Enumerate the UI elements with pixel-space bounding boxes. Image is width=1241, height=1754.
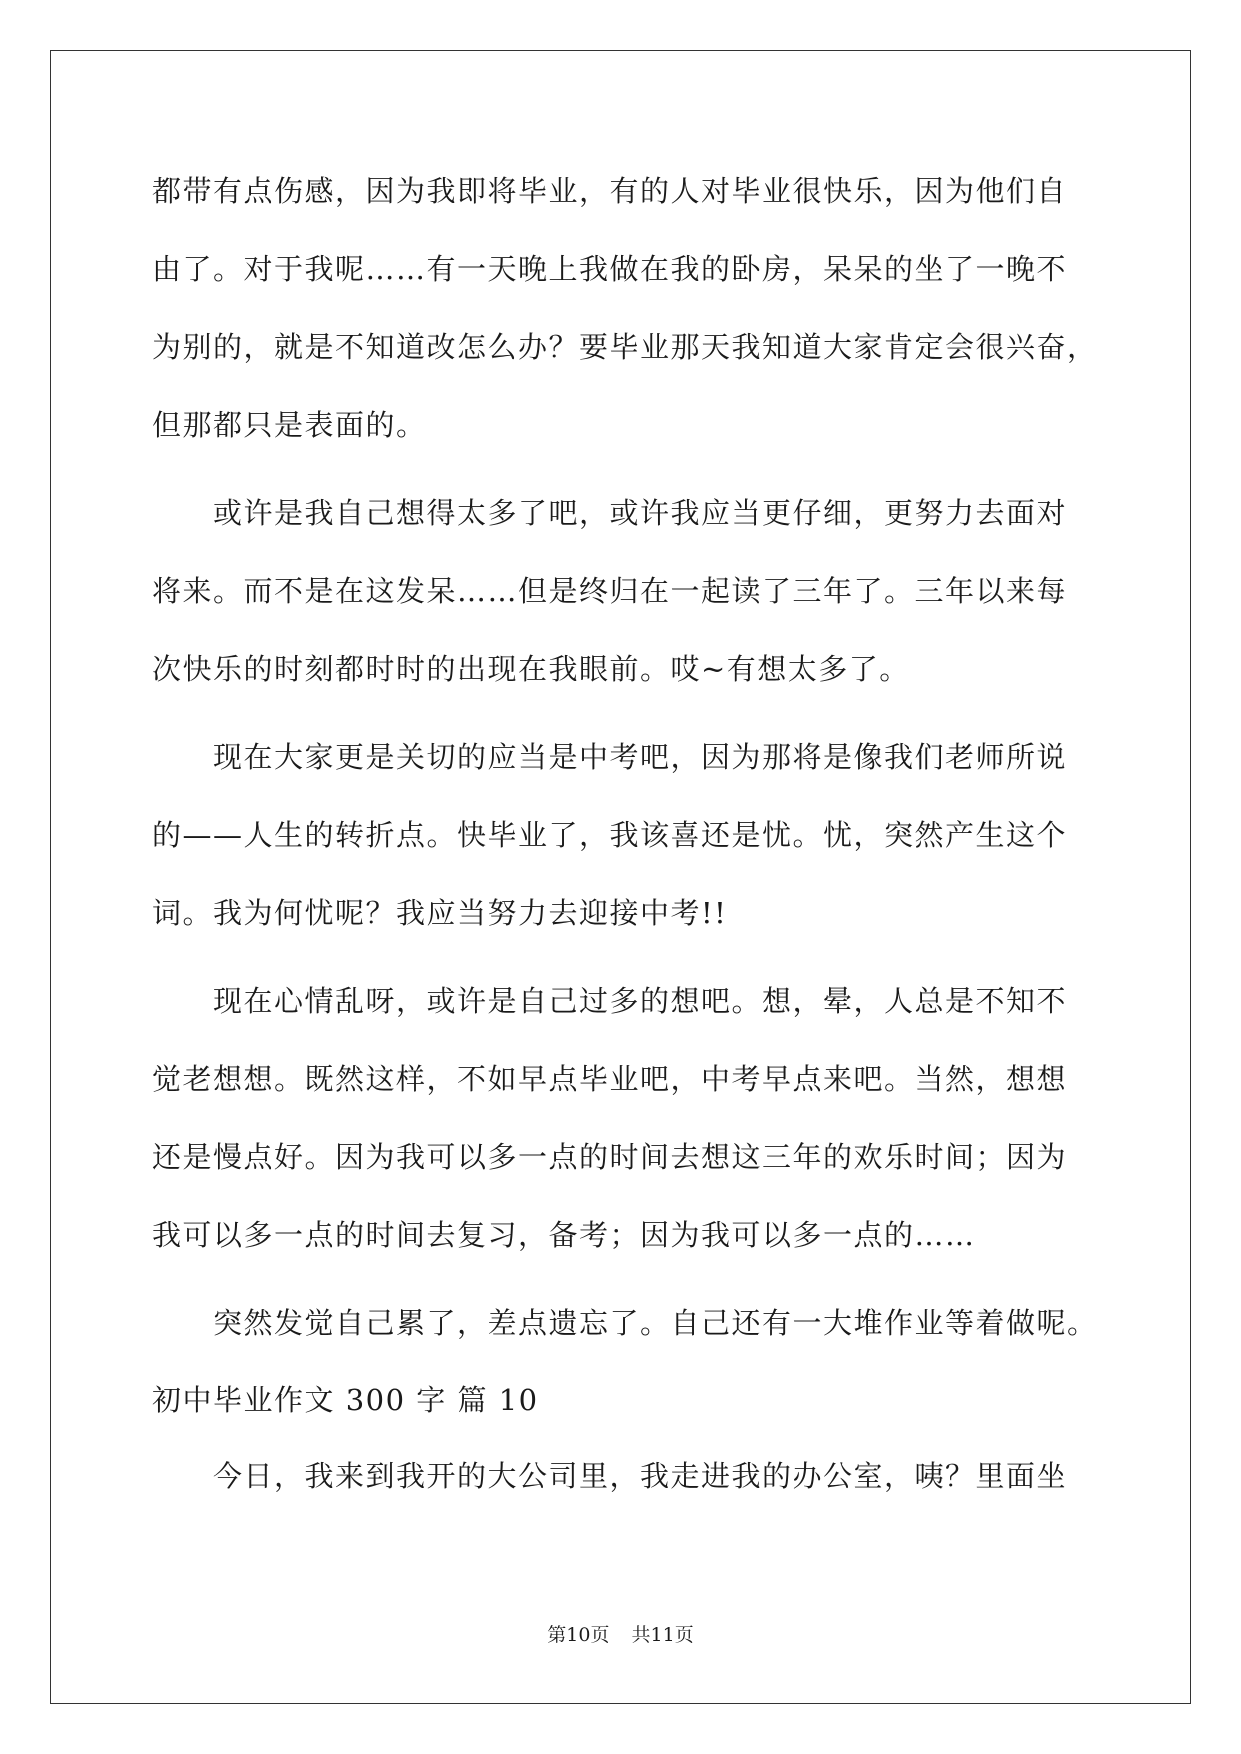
text-line: 次快乐的时刻都时时的出现在我眼前。哎~有想太多了。 (152, 652, 910, 686)
page-number-current: 第10页 (547, 1624, 610, 1646)
section-heading: 初中毕业作文 300 字 篇 10 (152, 1383, 539, 1417)
text-line: 现在心情乱呀，或许是自己过多的想吧。想，晕，人总是不知不 (152, 984, 1068, 1018)
text-line: 觉老想想。既然这样，不如早点毕业吧，中考早点来吧。当然，想想 (152, 1062, 1068, 1096)
page-number-total: 共11页 (631, 1624, 694, 1646)
text-line: 将来。而不是在这发呆……但是终归在一起读了三年了。三年以来每 (152, 574, 1068, 608)
text-line: 或许是我自己想得太多了吧，或许我应当更仔细，更努力去面对 (152, 496, 1068, 530)
text-line: 为别的，就是不知道改怎么办？要毕业那天我知道大家肯定会很兴奋， (152, 330, 1098, 364)
page-footer (0, 1622, 1241, 1648)
text-line: 由了。对于我呢……有一天晚上我做在我的卧房，呆呆的坐了一晚不 (152, 252, 1068, 286)
text-line: 的——人生的转折点。快毕业了，我该喜还是忧。忧，突然产生这个 (152, 818, 1068, 852)
text-line: 还是慢点好。因为我可以多一点的时间去想这三年的欢乐时间；因为 (152, 1140, 1068, 1174)
text-line: 都带有点伤感，因为我即将毕业，有的人对毕业很快乐，因为他们自 (152, 174, 1068, 208)
text-line: 现在大家更是关切的应当是中考吧，因为那将是像我们老师所说 (152, 740, 1068, 774)
text-line: 词。我为何忧呢？我应当努力去迎接中考!! (152, 896, 728, 930)
text-line: 今日，我来到我开的大公司里，我走进我的办公室，咦？里面坐 (152, 1459, 1068, 1493)
text-line: 但那都只是表面的。 (152, 408, 427, 442)
text-line: 突然发觉自己累了，差点遗忘了。自己还有一大堆作业等着做呢。 (152, 1306, 1098, 1340)
text-line: 我可以多一点的时间去复习，备考；因为我可以多一点的…… (152, 1218, 976, 1252)
